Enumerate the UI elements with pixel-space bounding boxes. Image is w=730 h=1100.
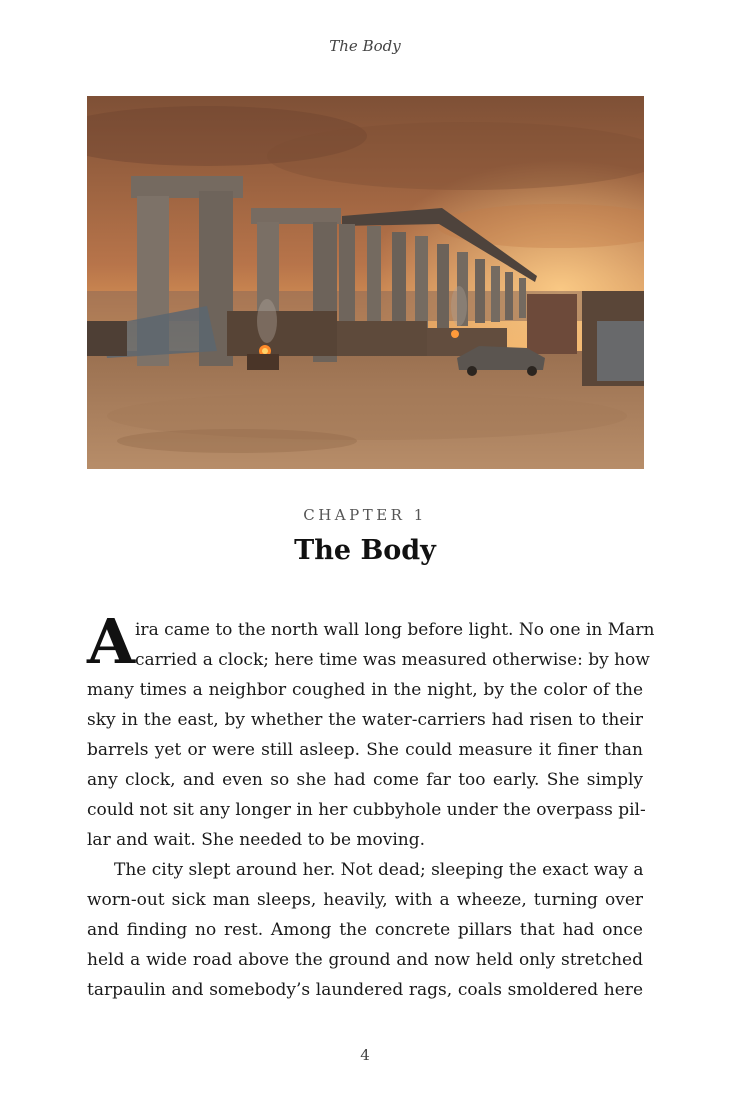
text-line: The city slept around her. Not dead; sleeping the exact way a	[114, 860, 644, 880]
chapter-body-text	[87, 605, 655, 1005]
text-line: worn-out sick man sleeps, heavily, with a wheeze, turning over	[87, 890, 643, 910]
text-line: carried a clock; here time was measured otherwise: by how	[135, 650, 650, 670]
text-line: many times a neighbor coughed in the night, by the color of the	[87, 680, 643, 700]
page-number: 4	[360, 1046, 370, 1064]
text-line: could not sit any longer in her cubbyhole under the overpass pil-	[87, 800, 646, 820]
chapter-title: The Body	[294, 535, 436, 566]
text-line: any clock, and even so she had come far too early. She simply	[87, 770, 643, 790]
paragraph-1	[87, 605, 655, 855]
drop-cap-block	[87, 605, 655, 678]
text-line: ira came to the north wall long before light. No one in Marn	[135, 620, 655, 640]
text-line: sky in the east, by whether the water-carriers had risen to their	[87, 710, 643, 730]
text-line: tarpaulin and somebody’s laundered rags, coals smoldered here	[87, 980, 643, 1000]
text-line: held a wide road above the ground and now held only stretched	[87, 950, 643, 970]
text-line: and finding no rest. Among the concrete pillars that had once	[87, 920, 643, 940]
drop-cap: A	[87, 605, 136, 678]
ruined-overpass-shantytown-illustration	[87, 96, 644, 469]
chapter-label: CHAPTER 1	[303, 506, 427, 524]
text-line: lar and wait. She needed to be moving.	[87, 830, 426, 850]
paragraph-2	[87, 855, 643, 1005]
running-head: The Body	[329, 37, 401, 55]
text-line: barrels yet or were still asleep. She could measure it finer than	[87, 740, 643, 760]
